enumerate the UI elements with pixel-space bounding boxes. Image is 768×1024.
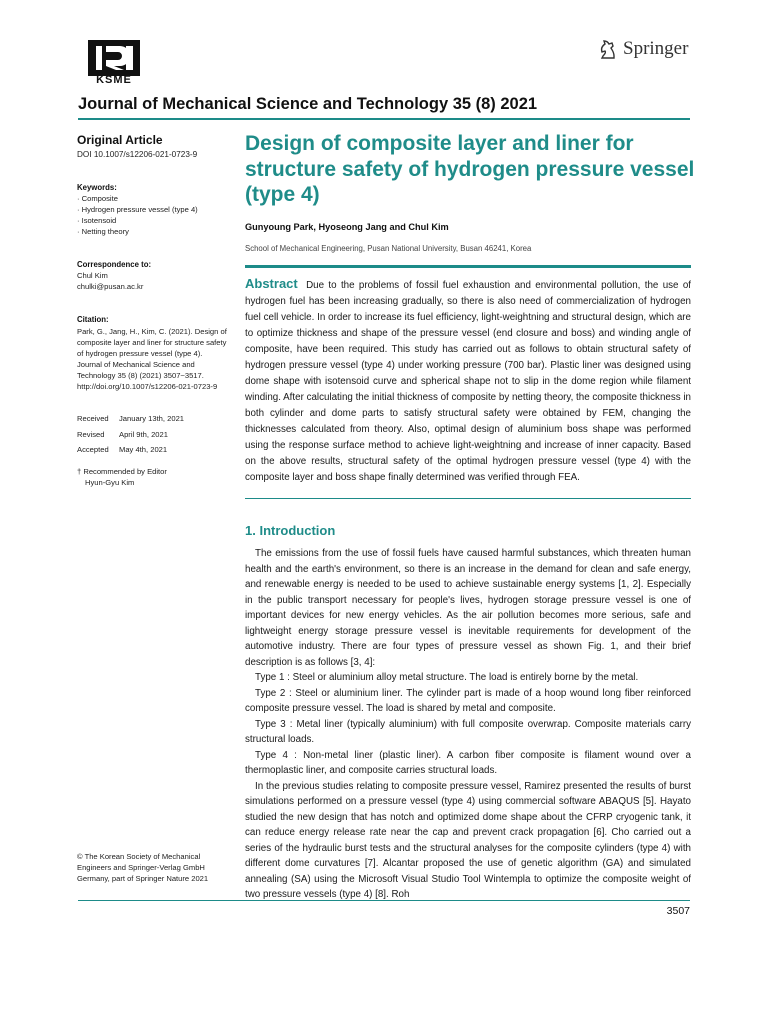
recommended-editor: Hyun-Gyu Kim — [85, 478, 135, 487]
footer-divider — [78, 900, 690, 901]
recommended-block — [77, 466, 227, 488]
keywords-heading: Keywords: — [77, 183, 117, 192]
authors: Gunyoung Park, Hyoseong Jang and Chul Kim — [245, 222, 449, 232]
date-row — [77, 412, 184, 428]
dates-block — [77, 412, 227, 459]
date-value: January 13th, 2021 — [119, 414, 185, 423]
correspondence-block — [77, 259, 227, 292]
keyword-item: · Isotensoid — [77, 216, 117, 225]
citation-text: Park, G., Jang, H., Kim, C. (2021). Design of composite layer and liner for structure safety of hydrogen pressure vessel (type 4). Journal of Mechanical Science and Technology 35 (8) (2021) 3507~3517. http://doi.org/10.1007/s12206-021-0723-9 — [77, 327, 227, 391]
date-label: Revised — [77, 429, 105, 439]
paragraph: Type 4 : Non-metal liner (plastic liner). A carbon fiber composite is filament wound over a thermoplastic liner, and composite carries structural loads. — [245, 749, 691, 776]
correspondence-email: chulki@pusan.ac.kr — [77, 282, 144, 291]
date-value: May 4th, 2021 — [119, 445, 168, 455]
abstract — [245, 276, 691, 486]
date-value: April 9th, 2021 — [119, 429, 168, 439]
abstract-top-divider — [245, 265, 691, 268]
keyword-item: · Hydrogen pressure vessel (type 4) — [77, 205, 198, 214]
abstract-label: Abstract — [245, 276, 298, 291]
date-label: Accepted — [77, 445, 109, 455]
page-number: 3507 — [666, 905, 690, 917]
keyword-item: · Composite — [77, 194, 118, 203]
date-row — [77, 443, 184, 459]
affiliation: School of Mechanical Engineering, Pusan National University, Busan 46241, Korea — [245, 244, 532, 253]
copyright-notice: © The Korean Society of Mechanical Engineers and Springer-Verlag GmbH Germany, part of Springer Nature 2021 — [77, 852, 209, 883]
springer-logo — [598, 36, 688, 62]
correspondence-name: Chul Kim — [77, 271, 108, 280]
springer-name: Springer — [623, 38, 689, 59]
paragraph: Type 3 : Metal liner (typically aluminium) with full composite overwrap. Composite materials carry structural loads. — [245, 718, 691, 745]
header-divider — [78, 118, 690, 120]
ksme-logo-text: KSME — [96, 74, 132, 86]
citation-block — [77, 314, 227, 392]
correspondence-heading: Correspondence to: — [77, 260, 152, 269]
keyword-item: · Netting theory — [77, 227, 129, 236]
abstract-text: Due to the problems of fossil fuel exhaustion and environmental pollution, the use of hydrogen fuel has been increasing gradually, so there is also need of commercialization of hydrogen fuel cell vehicle. In order to increase its fuel efficiency, light-weightning and structural design, which are to optimize thickness and shape of the pressure vessel (end closure and boss) and winding angle of composite, have been required. This study has carried out as follows to obtain structural safety of hydrogen pressure vessel (type 4) under working pressure (700 bar). Plastic liner was designed using dome shape with isotensoid curve and spherical shape not to slip in the dome region while filament winding. After calculating the initial thickness of composite by netting theory, the composite thickness in both cylinder and dome parts to satisfy structural safety were obtained by FEM, changing the thicknesses calculated from theory. Also, optimal design of aluminium boss shape was performed using the response surface method to achieve light-weightning and increase of inner capacity. Based on the above results, structural safety of the optimal hydrogen pressure vessel (type 4) with the composite layer and boss shape finally determined was verified through FEA. — [245, 280, 692, 483]
paragraph: In the previous studies relating to composite pressure vessel, Ramirez presented the results of burst simulations performed on a pressure vessel (type 4) using commercial software ABAQUS [5]. Hayato studied the new design that has notch and optimized dome shape about the CFRP cryogenic tank, it can reduce energy release rate near the cap and prevent crack propagation [6]. Cho carried out a series of the hydraulic burst tests and the structural analyses for the composite cylinders (type 4) with different dome curvatures [7]. Alcantar proposed the use of genetic algorithm (GA) and simulated annealing (SA) using the Microsoft Visual Studio Tool Wintempla to optimize the composite weight of two pressure vessels (type 4) [8]. Roh — [245, 780, 691, 900]
introduction-body — [245, 546, 691, 903]
springer-chess-knight-icon — [598, 38, 618, 60]
recommended-line: † Recommended by Editor — [77, 467, 167, 476]
keywords-block — [77, 182, 227, 237]
paragraph: The emissions from the use of fossil fuels have caused harmful substances, which threaten human health and the earth's environment, so there is an increase in the demand for clean and safe energy, and renewable energy is needed to be used to achieve sustainable energy systems [1, 2]. Especially in the public transport necessary for people's lives, hydrogen storage pressure vessel is one of important devices for new energy vehicles. As the air pollution becomes more serious, safe and lightweight energy storage pressure vessel is inevitable requirements for development of the automotive industry. There are four types of pressure vessel as shown Fig. 1, and their brief description is as follows [3, 4]: — [245, 548, 691, 668]
abstract-bottom-divider — [245, 498, 691, 499]
journal-title: Journal of Mechanical Science and Technology 35 (8) 2021 — [78, 95, 538, 113]
section-heading-introduction: 1. Introduction — [245, 523, 336, 538]
paragraph: Type 2 : Steel or aluminium liner. The cylinder part is made of a hoop wound long fiber reinforced composite pressure vessel. The load is shared by metal and composite. — [245, 687, 691, 714]
date-label: Received — [77, 414, 109, 423]
paragraph: Type 1 : Steel or aluminium alloy metal structure. The load is entirely borne by the metal. — [255, 672, 639, 683]
date-row — [77, 428, 184, 444]
article-type: Original Article — [77, 133, 163, 147]
article-title: Design of composite layer and liner for structure safety of hydrogen pressure vessel (type 4) — [245, 132, 695, 206]
citation-heading: Citation: — [77, 315, 109, 324]
doi: DOI 10.1007/s12206-021-0723-9 — [77, 150, 198, 159]
